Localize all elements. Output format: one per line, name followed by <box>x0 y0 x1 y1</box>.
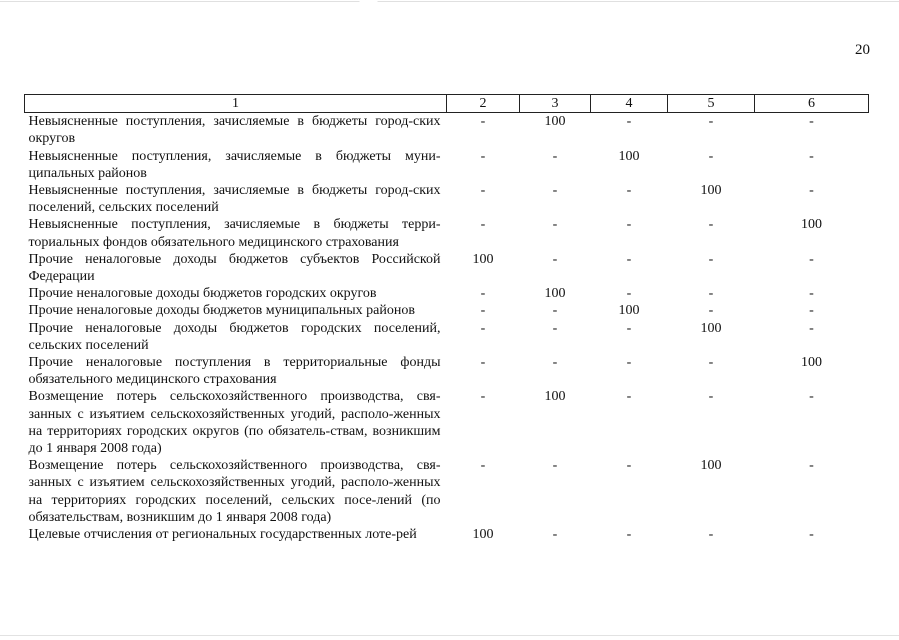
row-name: Невыясненные поступления, зачисляемые в бюджеты муни-ципальных районов <box>28 148 441 181</box>
row-name: Целевые отчисления от региональных государственных лоте-рей <box>28 527 417 543</box>
row-value: - <box>626 355 632 371</box>
row-name: Невыясненные поступления, зачисляемые в бюджеты терри-ториальных фондов обязательного медицинского страхования <box>28 217 441 250</box>
header-cell: 4 <box>591 95 668 113</box>
row-value: 100 <box>618 148 640 164</box>
row-value: - <box>552 303 558 319</box>
row-value: 100 <box>700 320 722 336</box>
row-value: - <box>708 251 714 267</box>
row-name: Прочие неналоговые доходы бюджетов городских округов <box>28 286 377 302</box>
scan-edge-top <box>0 1 899 2</box>
row-value: - <box>809 303 814 319</box>
row-value: - <box>626 114 632 130</box>
row-value: 100 <box>544 389 566 405</box>
page-number: 20 <box>855 42 870 58</box>
row-value: - <box>480 148 486 164</box>
row-value: - <box>552 251 558 267</box>
row-value: - <box>626 217 632 233</box>
row-value: - <box>552 217 558 233</box>
row-value: - <box>552 355 558 371</box>
row-value: 100 <box>700 183 722 199</box>
table-row <box>25 388 869 457</box>
table-row <box>25 302 869 319</box>
row-value: - <box>480 183 486 199</box>
row-value: 100 <box>544 286 566 302</box>
row-value: - <box>480 389 486 405</box>
row-value: - <box>626 251 632 267</box>
row-value: 100 <box>801 217 822 233</box>
row-value: 100 <box>618 303 640 319</box>
row-value: - <box>480 355 486 371</box>
row-value: 100 <box>472 251 494 267</box>
row-value: - <box>809 320 814 336</box>
row-value: - <box>708 114 714 130</box>
header-cell: 2 <box>447 95 520 113</box>
row-value: - <box>480 303 486 319</box>
table-row <box>25 320 869 354</box>
row-name: Прочие неналоговые доходы бюджетов городских поселений, сельских поселений <box>28 320 441 353</box>
row-value: - <box>708 148 714 164</box>
row-name: Прочие неналоговые доходы бюджетов субъектов Российской Федерации <box>28 251 441 285</box>
table-header-row <box>25 95 869 113</box>
row-value: - <box>480 114 486 130</box>
table-row <box>25 251 869 285</box>
row-value: - <box>809 148 814 164</box>
row-value: - <box>708 389 714 405</box>
row-value: - <box>552 183 558 199</box>
row-value: - <box>626 183 632 199</box>
header-cell: 6 <box>755 95 869 113</box>
row-value: 100 <box>801 355 822 371</box>
row-value: 100 <box>472 527 494 543</box>
row-value: - <box>480 217 486 233</box>
row-value: - <box>626 527 632 543</box>
row-value: - <box>809 251 814 267</box>
scan-edge-bottom <box>0 635 899 636</box>
row-value: - <box>708 217 714 233</box>
row-value: - <box>708 527 714 543</box>
row-value: 100 <box>700 458 722 474</box>
row-name: Возмещение потерь сельскохозяйственного производства, свя-занных с изъятием сельскохозяйственных угодий, располо-женных на территориях городских поселений, сельских посе-лений (по обязательствам, возникшим до 1 января 2008 года) <box>28 458 441 525</box>
row-value: - <box>480 320 486 336</box>
header-cell: 5 <box>668 95 755 113</box>
row-value: - <box>809 286 814 302</box>
revenue-distribution-table <box>24 94 869 543</box>
table-row <box>25 354 869 388</box>
row-value: - <box>552 527 558 543</box>
row-value: - <box>480 458 486 474</box>
row-value: - <box>708 286 714 302</box>
row-value: 100 <box>544 114 566 130</box>
row-value: - <box>552 458 558 474</box>
table-row <box>25 148 869 182</box>
header-cell: 1 <box>25 95 447 113</box>
row-value: - <box>809 458 814 474</box>
table-row <box>25 457 869 526</box>
row-value: - <box>809 183 814 199</box>
row-value: - <box>809 389 814 405</box>
row-value: - <box>708 355 714 371</box>
row-value: - <box>480 286 486 302</box>
table-row <box>25 216 869 250</box>
table-row <box>25 285 869 302</box>
row-name: Прочие неналоговые доходы бюджетов муниципальных районов <box>28 303 415 319</box>
row-value: - <box>552 148 558 164</box>
table-row <box>25 182 869 216</box>
row-value: - <box>809 114 814 130</box>
table-row <box>25 113 869 148</box>
row-value: - <box>626 286 632 302</box>
row-name: Возмещение потерь сельскохозяйственного производства, свя-занных с изъятием сельскохозяйственных угодий, располо-женных на территориях городских округов (по обязатель-ствам, возникшим до 1 января 2008 года) <box>28 389 441 457</box>
row-value: - <box>626 458 632 474</box>
row-value: - <box>809 527 814 543</box>
row-name: Прочие неналоговые поступления в территориальные фонды обязательного медицинского страхования <box>28 355 441 388</box>
row-value: - <box>708 303 714 319</box>
row-value: - <box>626 389 632 405</box>
row-name: Невыясненные поступления, зачисляемые в бюджеты город-ских округов <box>28 114 441 147</box>
row-value: - <box>552 320 558 336</box>
row-value: - <box>626 320 632 336</box>
table-row <box>25 526 869 543</box>
header-cell: 3 <box>520 95 591 113</box>
row-name: Невыясненные поступления, зачисляемые в бюджеты город-ских поселений, сельских поселений <box>28 183 441 216</box>
